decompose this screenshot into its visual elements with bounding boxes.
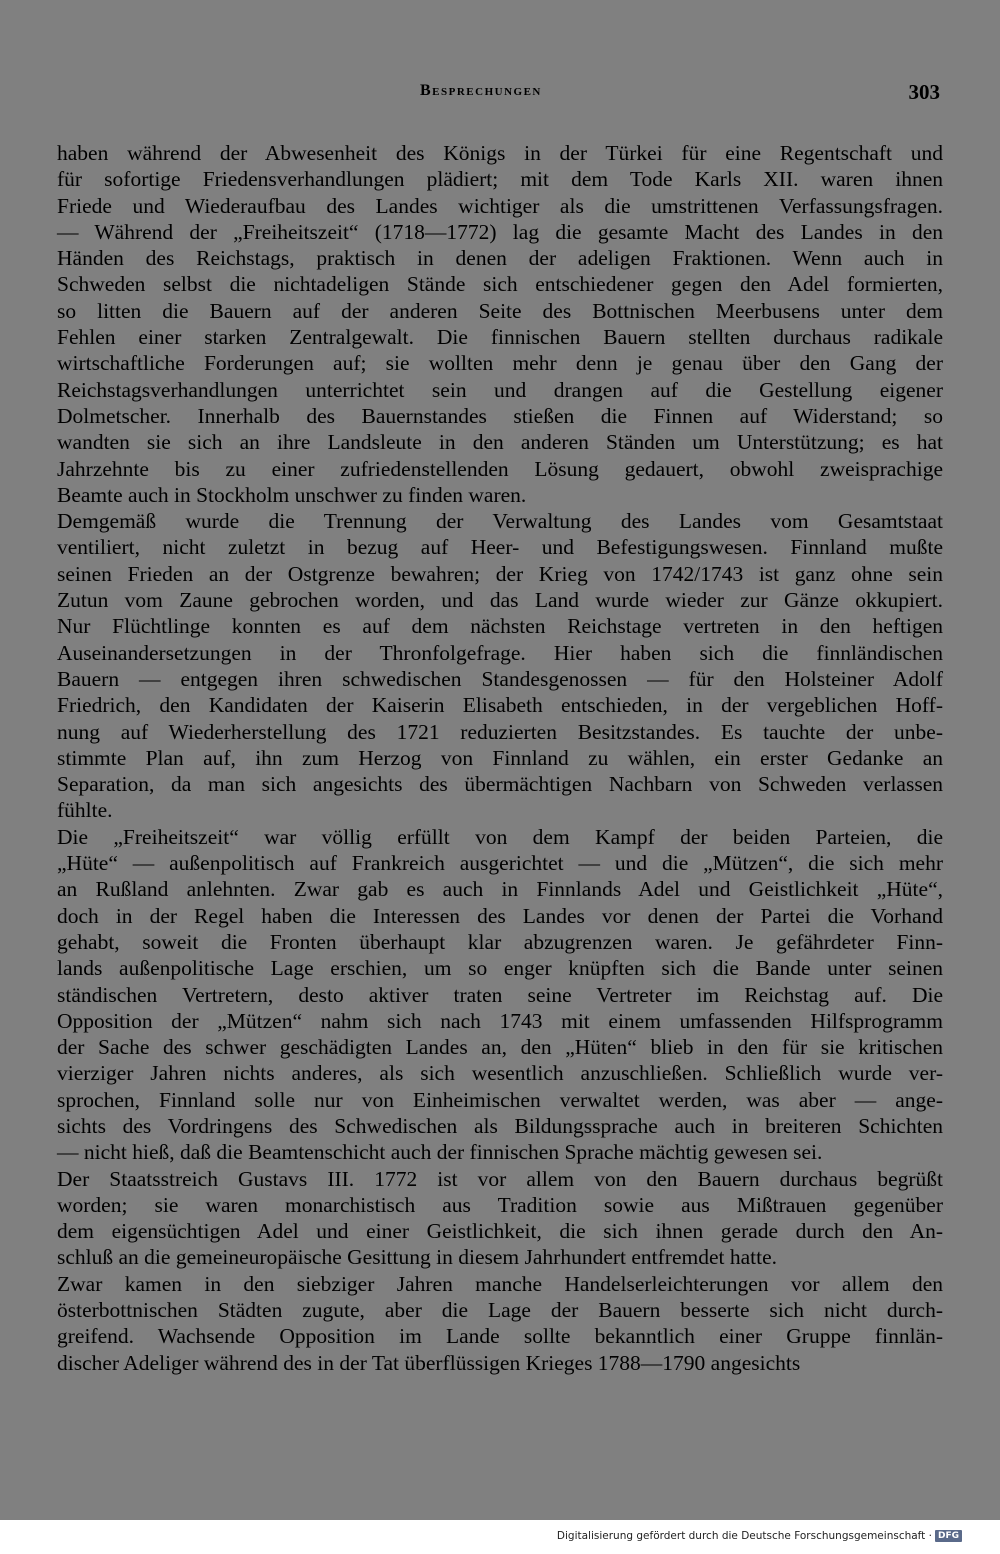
text-line: ständischen Vertretern, desto aktiver traten seine Vertreter im Reichstag auf. Die: [57, 982, 943, 1007]
footer: [557, 1530, 962, 1542]
text-line: ventiliert, nicht zuletzt in bezug auf Heer- und Befestigungswesen. Finnland mußte: [57, 535, 943, 560]
text-line: Bauern — entgegen ihren schwedischen Standesgenossen — für den Holsteiner Adolf: [57, 666, 943, 691]
text-line: „Hüte“ — außenpolitisch auf Frankreich ausgerichtet — und die „Mützen“, die sich mehr: [57, 851, 943, 876]
text-line: sichts des Vordringens des Schwedischen als Bildungssprache auch in breiteren Schichten: [57, 1113, 943, 1138]
text-line: — nicht hieß, daß die Beamtenschicht auch der finnischen Sprache mächtig gewesen sei.: [57, 1140, 823, 1165]
text-line: österbottnischen Städten zugute, aber die Lage der Bauern besserte sich nicht durch-: [57, 1298, 943, 1323]
text-line: Zutun vom Zaune gebrochen worden, und das Land wurde wieder zur Gänze okkupiert.: [57, 588, 943, 613]
text-line: vierziger Jahren nichts anderes, als sich wesentlich anzuschließen. Schließlich wurde ver-: [57, 1061, 943, 1086]
text-line: Schweden selbst die nichtadeligen Stände sich entschiedener gegen den Adel formierten,: [57, 272, 943, 297]
text-line: fühlte.: [57, 798, 113, 823]
text-line: so litten die Bauern auf der anderen Seite des Bottnischen Meerbusens unter dem: [57, 298, 943, 323]
text-line: — Während der „Freiheitszeit“ (1718—1772) lag die gesamte Macht des Landes in den: [57, 219, 943, 244]
text-line: Dolmetscher. Innerhalb des Bauernstandes stießen die Finnen auf Widerstand; so: [57, 403, 943, 428]
paragraph: [57, 140, 943, 508]
text-line: Separation, da man sich angesichts des übermächtigen Nachbarn von Schweden verlassen: [57, 772, 943, 797]
text-line: Jahrzehnte bis zu einer zufriedenstellenden Lösung gedauert, obwohl zweisprachige: [57, 456, 943, 481]
text-line: für sofortige Friedensverhandlungen plädiert; mit dem Tode Karls XII. waren ihnen: [57, 167, 943, 192]
text-line: stimmte Plan auf, ihn zum Herzog von Finnland zu wählen, ein erster Gedanke an: [57, 745, 943, 770]
text-line: Reichstagsverhandlungen unterrichtet sein und drangen auf die Gestellung eigener: [57, 377, 943, 402]
text-line: der Sache des schwer geschädigten Landes an, den „Hüten“ blieb in den für sie kritischen: [57, 1035, 943, 1060]
text-line: Demgemäß wurde die Trennung der Verwaltung des Landes vom Gesamtstaat: [57, 509, 943, 534]
body-text: [57, 140, 943, 1376]
text-line: Die „Freiheitszeit“ war völlig erfüllt von dem Kampf der beiden Parteien, die: [57, 824, 943, 849]
text-line: Nur Flüchtlinge konnten es auf dem nächsten Reichstage vertreten in den heftigen: [57, 614, 943, 639]
text-line: discher Adeliger während des in der Tat überflüssigen Krieges 1788—1790 angesichts: [57, 1350, 801, 1375]
paragraph: [57, 508, 943, 824]
text-line: nung auf Wiederherstellung des 1721 reduzierten Besitzstandes. Es tauchte der unbe-: [57, 719, 943, 744]
dfg-logo: DFG: [935, 1530, 962, 1542]
running-head: Besprechungen: [420, 82, 542, 99]
text-line: schluß an die gemeineuropäische Gesittung in diesem Jahrhundert entfremdet hatte.: [57, 1245, 778, 1270]
text-line: Friede und Wiederaufbau des Landes wichtiger als die umstrittenen Verfassungsfragen.: [57, 193, 943, 218]
text-line: lands außenpolitische Lage erschien, um so enger knüpften sich die Bande unter seinen: [57, 956, 943, 981]
text-line: Auseinandersetzungen in der Thronfolgefrage. Hier haben sich die finnländischen: [57, 640, 943, 665]
text-line: seinen Frieden an der Ostgrenze bewahren; der Krieg von 1742/1743 ist ganz ohne sein: [57, 561, 943, 586]
text-line: Opposition der „Mützen“ nahm sich nach 1743 mit einem umfassenden Hilfsprogramm: [57, 1008, 943, 1033]
text-line: doch in der Regel haben die Interessen des Landes vor denen der Partei die Vorhand: [57, 903, 943, 928]
paragraph: [57, 824, 943, 1166]
text-line: Beamte auch in Stockholm unschwer zu finden waren.: [57, 482, 527, 507]
text-line: an Rußland anlehnten. Zwar gab es auch in Finnlands Adel und Geistlichkeit „Hüte“,: [57, 877, 943, 902]
text-line: dem eigensüchtigen Adel und einer Geistlichkeit, die sich ihnen gerade durch den An-: [57, 1219, 943, 1244]
text-line: Zwar kamen in den siebziger Jahren manche Handelserleichterungen vor allem den: [57, 1271, 943, 1296]
text-line: Friedrich, den Kandidaten der Kaiserin Elisabeth entschieden, in der vergeblichen Hoff-: [57, 693, 943, 718]
paragraph: [57, 1166, 943, 1271]
text-line: Händen des Reichstags, praktisch in denen der adeligen Fraktionen. Wenn auch in: [57, 246, 943, 271]
text-line: haben während der Abwesenheit des Königs in der Türkei für eine Regentschaft und: [57, 141, 943, 165]
paragraph: [57, 1271, 943, 1376]
text-line: worden; sie waren monarchistisch aus Tradition sowie aus Mißtrauen gegenüber: [57, 1192, 943, 1217]
footer-credit: Digitalisierung gefördert durch die Deutsche Forschungsgemeinschaft ·: [556, 1530, 932, 1542]
text-line: sprochen, Finnland solle nur von Einheimischen verwaltet werden, was aber — ange-: [57, 1087, 943, 1112]
text-line: wandten sie sich an ihre Landsleute in den anderen Ständen um Unterstützung; es hat: [57, 430, 943, 455]
text-line: greifend. Wachsende Opposition im Lande sollte bekanntlich einer Gruppe finnlän-: [57, 1324, 943, 1349]
text-line: wirtschaftliche Forderungen auf; sie wollten mehr denn je genau über den Gang der: [57, 351, 943, 376]
text-line: gehabt, soweit die Fronten überhaupt klar abzugrenzen waren. Je gefährdeter Finn-: [57, 929, 943, 954]
text-line: Der Staatsstreich Gustavs III. 1772 ist vor allem von den Bauern durchaus begrüßt: [57, 1166, 943, 1191]
text-line: Fehlen einer starken Zentralgewalt. Die finnischen Bauern stellten durchaus radikale: [57, 325, 943, 350]
page-number: 303: [908, 80, 940, 104]
